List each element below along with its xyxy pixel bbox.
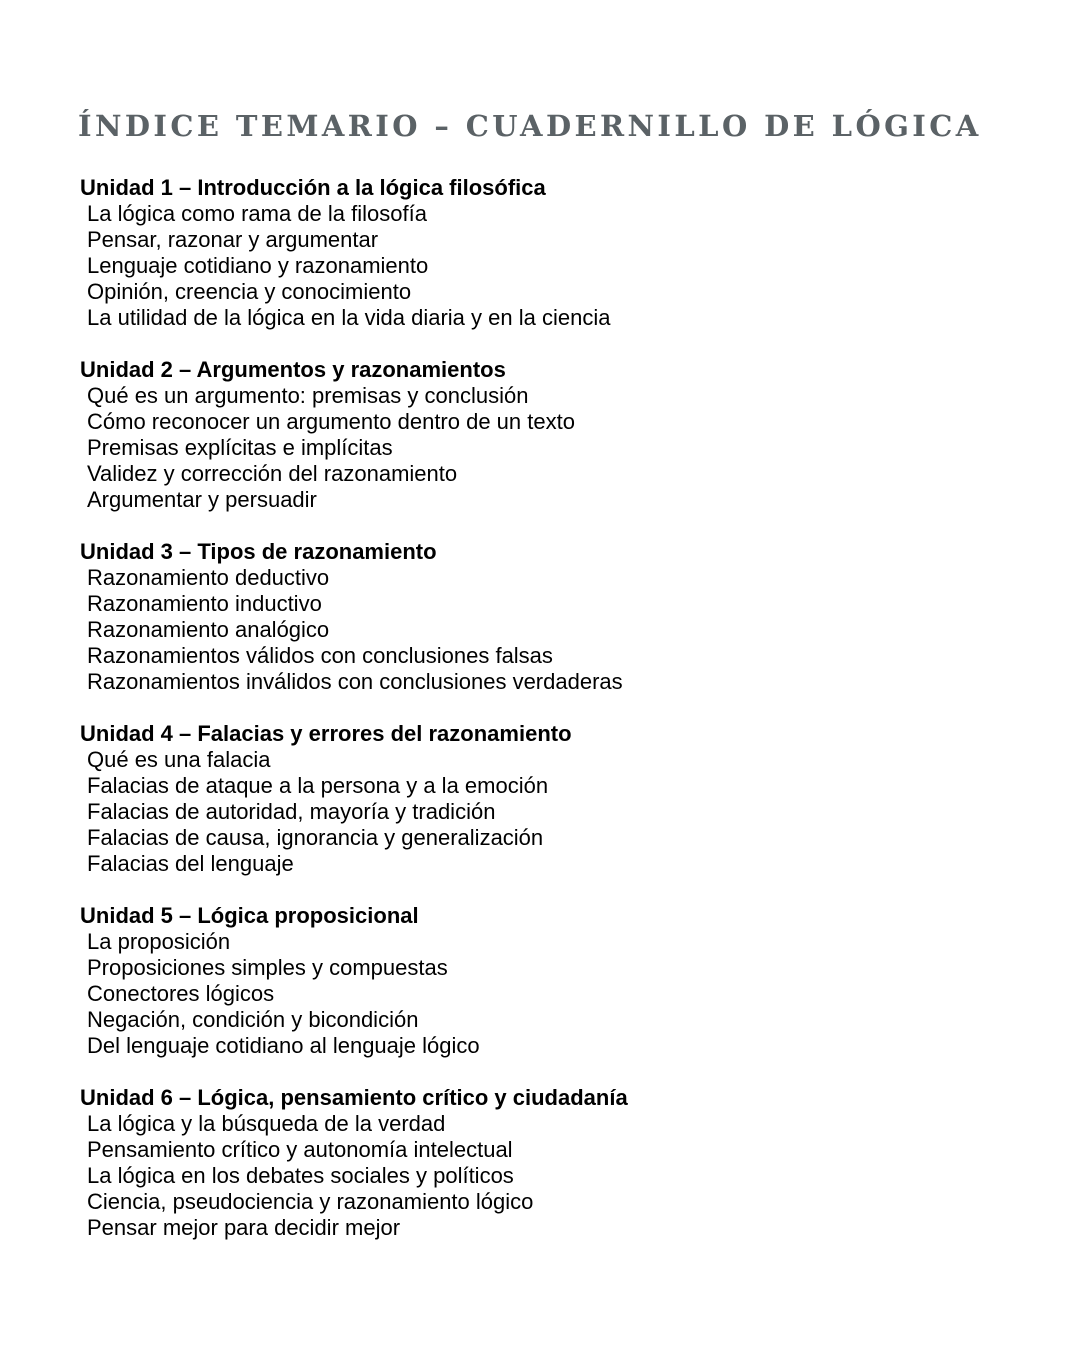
unit-heading: Unidad 4 – Falacias y errores del razonamiento <box>80 721 572 746</box>
topic-item: Qué es una falacia <box>87 747 271 772</box>
unit-list <box>80 175 1040 1267</box>
unit-5 <box>80 903 1040 1059</box>
topic-list <box>80 1111 1040 1241</box>
topic-item: Validez y corrección del razonamiento <box>87 461 458 486</box>
topic-item: Opinión, creencia y conocimiento <box>87 279 412 304</box>
topic-item: Pensar, razonar y argumentar <box>87 227 379 252</box>
unit-heading: Unidad 5 – Lógica proposicional <box>80 903 419 928</box>
topic-item: Pensar mejor para decidir mejor <box>87 1215 401 1240</box>
topic-item: La utilidad de la lógica en la vida diaria y en la ciencia <box>87 305 611 330</box>
topic-item: Argumentar y persuadir <box>87 487 317 512</box>
topic-item: Pensamiento crítico y autonomía intelectual <box>87 1137 513 1162</box>
topic-item: Razonamiento analógico <box>87 617 330 642</box>
topic-list <box>80 201 1040 331</box>
topic-list <box>80 383 1040 513</box>
unit-1 <box>80 175 1040 331</box>
topic-item: Razonamientos válidos con conclusiones falsas <box>87 643 553 668</box>
unit-3 <box>80 539 1040 695</box>
topic-item: La lógica como rama de la filosofía <box>87 201 427 226</box>
topic-item: Falacias de causa, ignorancia y generalización <box>87 825 544 850</box>
topic-item: Falacias de ataque a la persona y a la emoción <box>87 773 549 798</box>
topic-item: Premisas explícitas e implícitas <box>87 435 393 460</box>
topic-item: Negación, condición y bicondición <box>87 1007 419 1032</box>
topic-item: Conectores lógicos <box>87 981 275 1006</box>
topic-item: La proposición <box>87 929 231 954</box>
topic-item: La lógica y la búsqueda de la verdad <box>87 1111 446 1136</box>
unit-2 <box>80 357 1040 513</box>
unit-6 <box>80 1085 1040 1241</box>
topic-item: Ciencia, pseudociencia y razonamiento lógico <box>87 1189 534 1214</box>
topic-list <box>80 747 1040 877</box>
topic-item: Lenguaje cotidiano y razonamiento <box>87 253 429 278</box>
topic-item: La lógica en los debates sociales y políticos <box>87 1163 514 1188</box>
unit-heading: Unidad 3 – Tipos de razonamiento <box>80 539 437 564</box>
unit-heading: Unidad 6 – Lógica, pensamiento crítico y ciudadanía <box>80 1085 628 1110</box>
topic-item: Proposiciones simples y compuestas <box>87 955 448 980</box>
topic-item: Razonamiento deductivo <box>87 565 330 590</box>
topic-list <box>80 929 1040 1059</box>
unit-heading: Unidad 2 – Argumentos y razonamientos <box>80 357 506 382</box>
unit-heading: Unidad 1 – Introducción a la lógica filosófica <box>80 175 546 200</box>
topic-item: Cómo reconocer un argumento dentro de un texto <box>87 409 575 434</box>
topic-item: Del lenguaje cotidiano al lenguaje lógico <box>87 1033 480 1058</box>
unit-4 <box>80 721 1040 877</box>
topic-item: Razonamientos inválidos con conclusiones verdaderas <box>87 669 623 694</box>
topic-item: Falacias de autoridad, mayoría y tradición <box>87 799 496 824</box>
topic-item: Qué es un argumento: premisas y conclusión <box>87 383 529 408</box>
document-title: ÍNDICE TEMARIO – CUADERNILLO DE LÓGICA <box>78 109 982 143</box>
topic-item: Razonamiento inductivo <box>87 591 322 616</box>
topic-list <box>80 565 1040 695</box>
topic-item: Falacias del lenguaje <box>87 851 294 876</box>
